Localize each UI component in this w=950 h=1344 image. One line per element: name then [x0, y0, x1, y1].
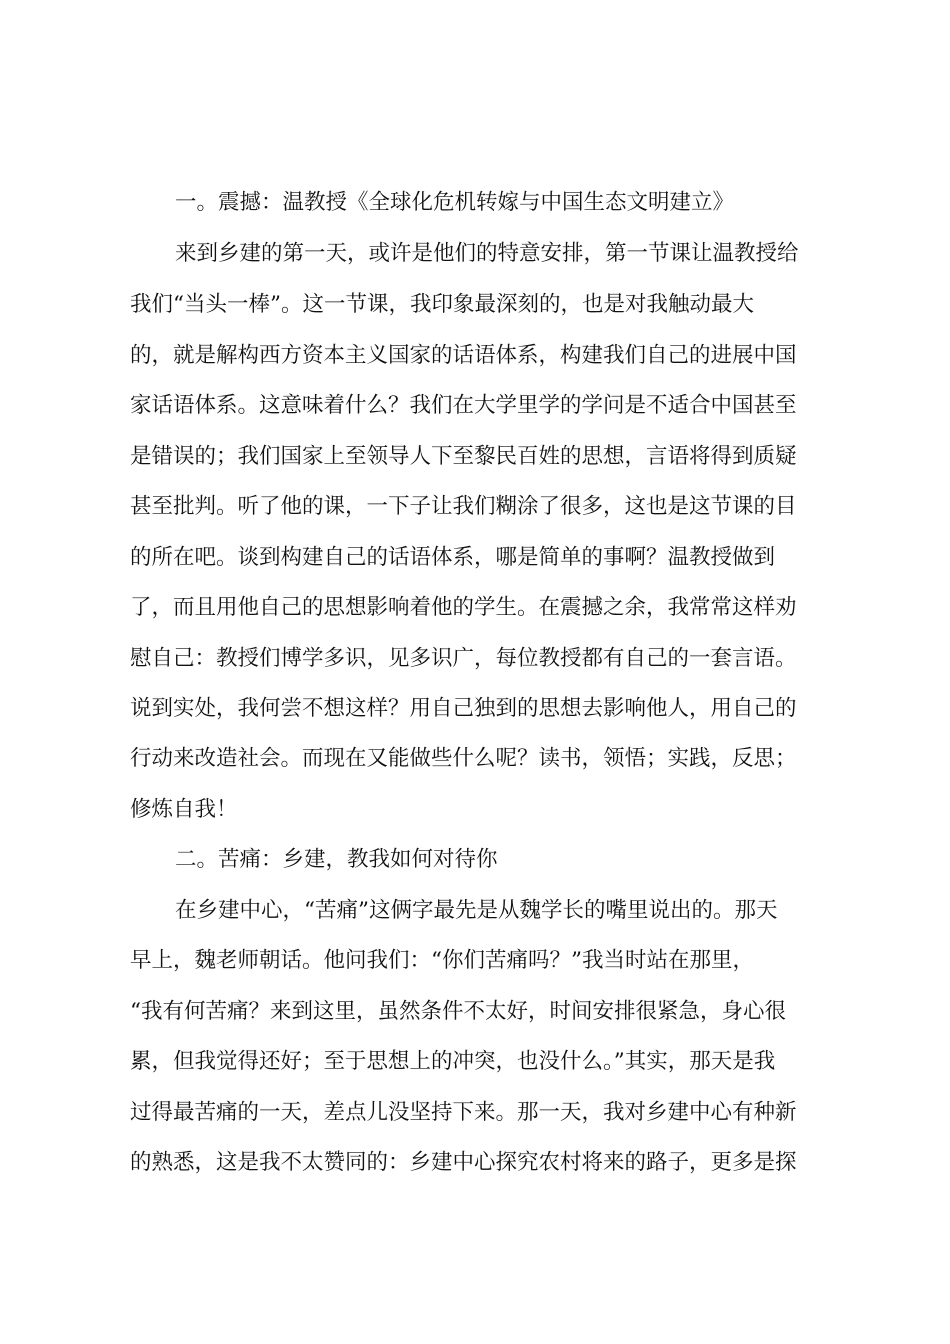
paragraph-line: 行动来改造社会。而现在又能做些什么呢？读书，领悟；实践，反思； [130, 746, 797, 771]
paragraph-line: “我有何苦痛？来到这里，虽然条件不太好，时间安排很紧急，身心很 [130, 999, 786, 1024]
paragraph-line: 修炼自我！ [130, 797, 238, 822]
paragraph-line: 累，但我觉得还好；至于思想上的冲突，也没什么。”其实，那天是我 [130, 1049, 776, 1074]
paragraph-line: 甚至批判。听了他的课，一下子让我们糊涂了很多，这也是这节课的目 [130, 494, 797, 519]
paragraph-line: 的所在吧。谈到构建自己的话语体系，哪是简单的事啊？温教授做到 [130, 545, 776, 570]
paragraph-line: 了，而且用他自己的思想影响着他的学生。在震撼之余，我常常这样劝 [130, 595, 797, 620]
paragraph-line: 家话语体系。这意味着什么？我们在大学里学的学问是不适合中国甚至 [130, 393, 797, 418]
paragraph-line: 是错误的；我们国家上至领导人下至黎民百姓的思想，言语将得到质疑 [130, 444, 797, 469]
paragraph-line: 在乡建中心，“苦痛”这俩字最先是从魏学长的嘴里说出的。那天 [175, 898, 778, 923]
paragraph-line: 过得最苦痛的一天，差点儿没坚持下来。那一天，我对乡建中心有种新 [130, 1100, 797, 1125]
section-1-heading: 一。震撼：温教授《全球化危机转嫁与中国生态文明建立》 [175, 190, 735, 215]
paragraph-line: 早上，魏老师朝话。他问我们：“你们苦痛吗？”我当时站在那里， [130, 948, 754, 973]
paragraph-line: 说到实处，我何尝不想这样？用自己独到的思想去影响他人，用自己的 [130, 696, 797, 721]
paragraph-line: 的，就是解构西方资本主义国家的话语体系，构建我们自己的进展中国 [130, 343, 797, 368]
section-2-heading: 二。苦痛：乡建，教我如何对待你 [175, 847, 498, 872]
paragraph-line: 来到乡建的第一天，或许是他们的特意安排，第一节课让温教授给 [175, 241, 799, 266]
paragraph-line: 我们“当头一棒”。这一节课，我印象最深刻的，也是对我触动最大 [130, 292, 754, 317]
paragraph-line: 的熟悉，这是我不太赞同的：乡建中心探究农村将来的路子，更多是探 [130, 1150, 797, 1175]
paragraph-line: 慰自己：教授们博学多识，见多识广，每位教授都有自己的一套言语。 [130, 646, 797, 671]
